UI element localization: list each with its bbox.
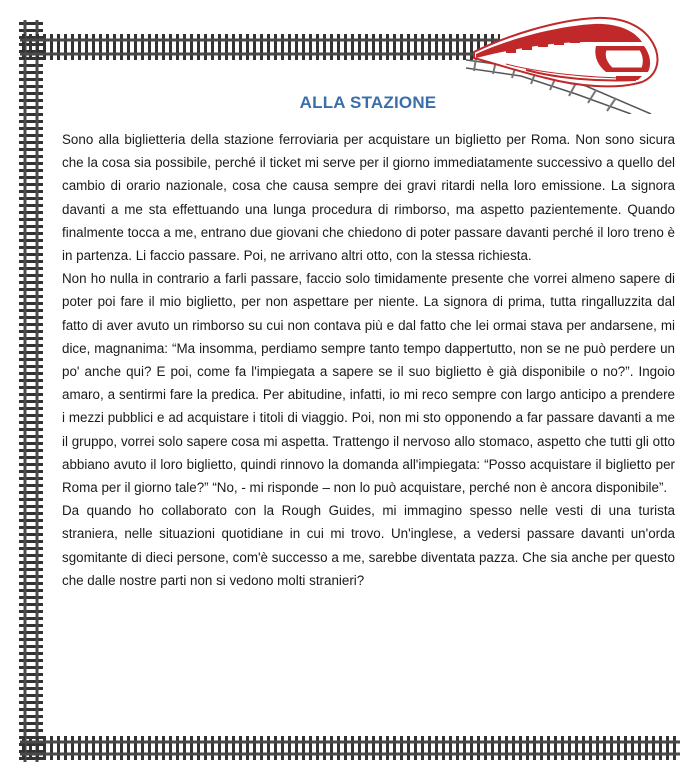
- paragraph: Non ho nulla in contrario a farli passare, faccio solo timidamente presente che vorrei almeno sapere di poter poi fare il mio biglietto, per non aspettare per niente. La signora di prima, tutta ringalluzzita dal fatto di aver avuto un rimborso su cui non contava più e dal fatto che lei ormai stava per andarsene, mi dice, magnanima: “Ma insomma, perdiamo sempre tanto tempo dappertutto, non se ne può perdere un po' anche qui? E poi, come fa l'impiegata a sapere se il suo biglietto è già disponibile o no?”. Ingoio amaro, a sentirmi fare la predica. Per abitudine, infatti, io mi reco sempre con largo anticipo a prendere i mezzi pubblici e ad acquistare i titoli di viaggio. Poi, non mi sto opponendo a far passare davanti a me il gruppo, vorrei solo sapere cosa mi aspetta. Trattengo il nervoso allo stomaco, aspetto che tutti gli otto abbiano avuto il loro biglietto, quindi rinnovo la domanda all'impiegata: “Posso acquistare il biglietto per Roma per il giorno tale?” “No, - mi risponde – non lo può acquistare, perché non è ancora disponibile”.: [62, 271, 675, 496]
- railway-track-top: [20, 28, 500, 68]
- railway-track-icon: [20, 28, 500, 68]
- paragraph: Da quando ho collaborato con la Rough Guides, mi immagino spesso nelle vesti di una turista straniera, nelle situazioni quotidiane in cui mi trovo. Un'inglese, a vedersi passare davanti un'orda sgomitante di dieci persone, com'è successo a me, sarebbe diventata pazza. Che sia anche per questo che dalle nostre parti non si vedono molti stranieri?: [62, 503, 675, 588]
- railway-track-left: [18, 20, 44, 762]
- railway-track-icon: [18, 20, 44, 762]
- railway-track-icon: [20, 733, 680, 763]
- paragraph: Sono alla biglietteria della stazione ferroviaria per acquistare un biglietto per Roma. Non sono sicura che la cosa sia possibile, perché il ticket mi serve per il giorno immediatamente successivo a quello del cambio di orario nazionale, cosa che causa sempre dei gravi ritardi nella loro emissione. La signora davanti a me sta effettuando una lunga procedura di rimborso, ma aspetto pazientemente. Quando finalmente tocca a me, entrano due giovani che chiedono di poter passare davanti perché il loro treno è in partenza. Li faccio passare. Poi, ne arrivano altri otto, con la stessa richiesta.: [62, 132, 675, 264]
- railway-track-bottom: [20, 733, 680, 763]
- article-body: [62, 128, 675, 592]
- page-title: ALLA STAZIONE: [299, 93, 437, 112]
